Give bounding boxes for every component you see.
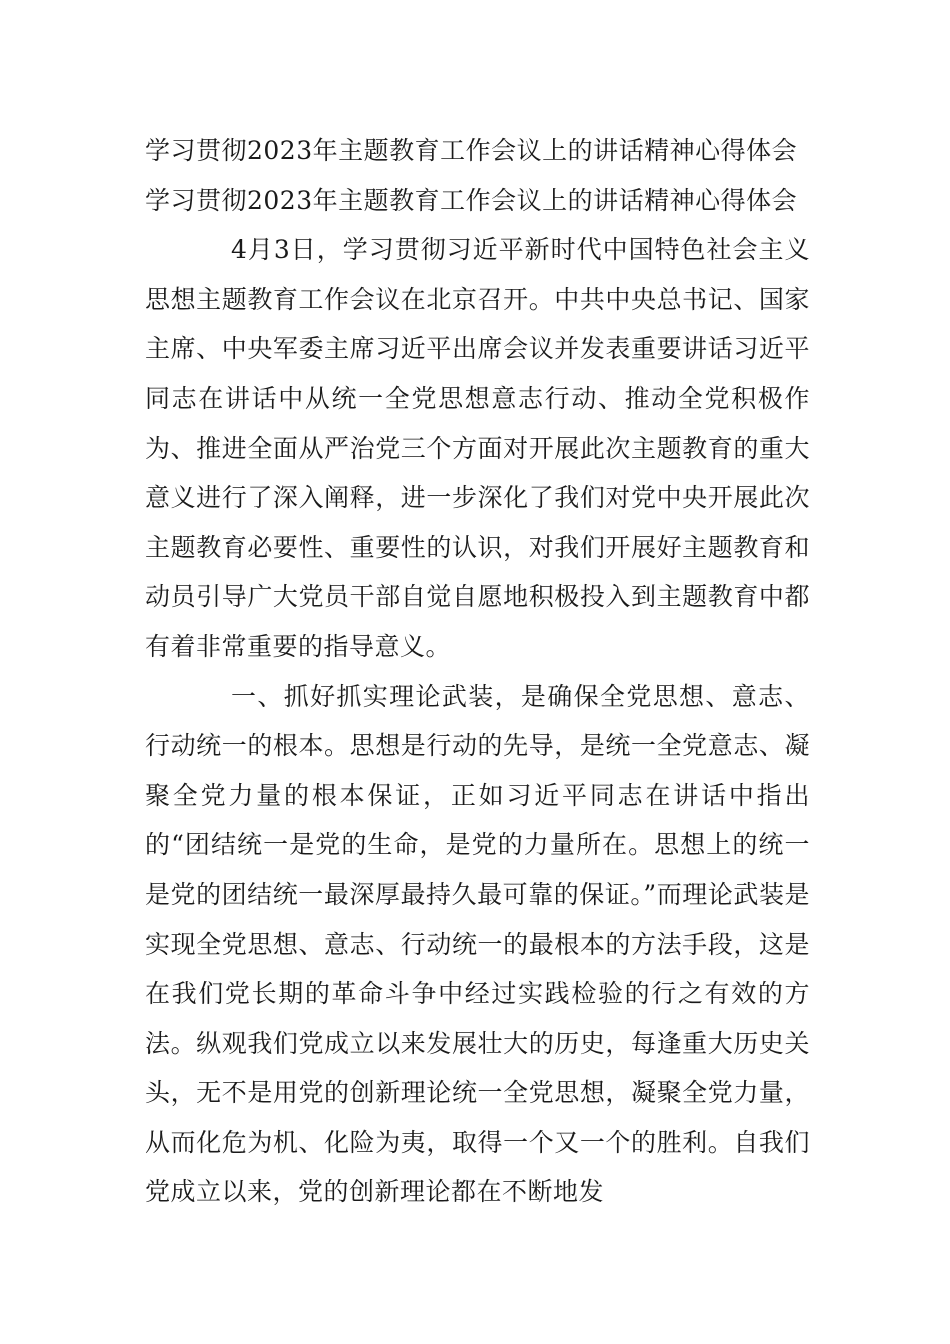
document-body	[145, 126, 810, 1217]
document-title-repeat: 学习贯彻2023年主题教育工作会议上的讲话精神心得体会	[145, 185, 798, 215]
document-title: 学习贯彻2023年主题教育工作会议上的讲话精神心得体会	[145, 136, 798, 165]
paragraph-intro: 4月3日，学习贯彻习近平新时代中国特色社会主义思想主题教育工作会议在北京召开。中共中央总书记、国家主席、中央军委主席习近平出席会议并发表重要讲话习近平同志在讲话中从统一全党思想意志行动、推动全党积极作为、推进全面从严治党三个方面对开展此次主题教育的重大意义进行了深入阐释，进一步深化了我们对党中央开展此次主题教育必要性、重要性的认识，对我们开展好主题教育和动员引导广大党员干部自觉自愿地积极投入到主题教育中都有着非常重要的指导意义。	[145, 235, 810, 661]
paragraph-section-one: 一、抓好抓实理论武装，是确保全党思想、意志、行动统一的根本。思想是行动的先导，是统一全党意志、凝聚全党力量的根本保证，正如习近平同志在讲话中指出的“团结统一是党的生命，是党的力量所在。思想上的统一是党的团结统一最深厚最持久最可靠的保证。”而理论武装是实现全党思想、意志、行动统一的最根本的方法手段，这是在我们党长期的革命斗争中经过实践检验的行之有效的方法。纵观我们党成立以来发展壮大的历史，每逢重大历史关头，无不是用党的创新理论统一全党思想，凝聚全党力量，从而化危为机、化险为夷，取得一个又一个的胜利。自我们党成立以来，党的创新理论都在不断地发	[145, 681, 810, 1207]
